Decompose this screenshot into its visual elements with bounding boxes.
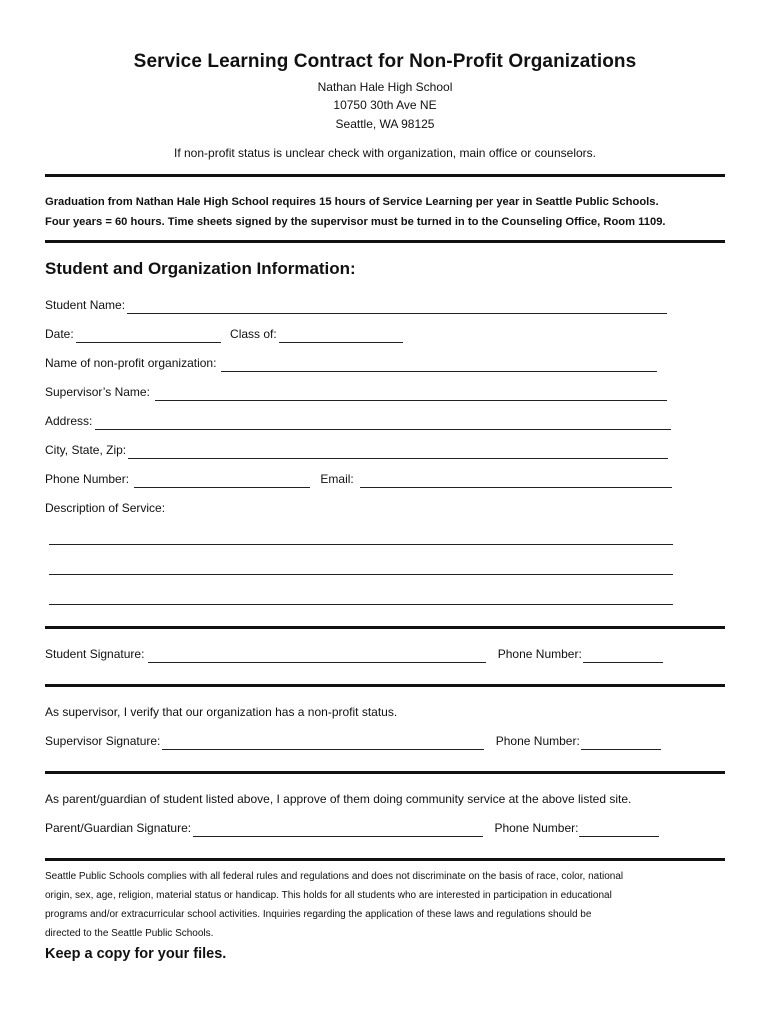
description-row <box>45 499 165 517</box>
school-name: Nathan Hale High School <box>317 80 453 94</box>
supervisor-name-field[interactable] <box>155 386 667 401</box>
org-name-row <box>45 354 657 372</box>
notice-line: Four years = 60 hours. Time sheets signed by the supervisor must be turned in to the Counseling Office, Room 1109. <box>45 216 666 228</box>
parent-signature-label: Parent/Guardian Signature: <box>45 821 192 835</box>
student-name-label: Student Name: <box>45 298 126 312</box>
supervisor-signature-field[interactable] <box>162 735 484 750</box>
notice-line: directed to the Seattle Public Schools. <box>45 928 214 939</box>
parent-signature-field[interactable] <box>193 822 483 837</box>
parent-signature-row <box>45 819 659 837</box>
city-state-zip-row <box>45 441 668 459</box>
divider <box>45 771 725 774</box>
supervisor-statement <box>45 703 397 721</box>
supervisor-name-label: Supervisor’s Name: <box>45 385 150 399</box>
phone-field[interactable] <box>134 473 310 488</box>
class-of-field[interactable] <box>279 328 403 343</box>
date-row <box>45 325 403 343</box>
supervisor-name-row <box>45 383 667 401</box>
notice-line: origin, sex, age, religion, material status or handicap. This holds for all students who are interested in participation in educational <box>45 890 612 901</box>
supervisor-signature-label: Supervisor Signature: <box>45 734 161 748</box>
description-line-3[interactable] <box>49 604 673 605</box>
supervisor-signature-row <box>45 732 661 750</box>
phone-email-row <box>45 470 672 488</box>
description-line-2[interactable] <box>49 574 673 575</box>
address-label: Address: <box>45 414 93 428</box>
date-field[interactable] <box>76 328 221 343</box>
parent-statement <box>45 790 631 808</box>
parent-phone-field[interactable] <box>579 822 659 837</box>
supervisor-phone-field[interactable] <box>581 735 661 750</box>
email-field[interactable] <box>360 473 672 488</box>
student-signature-label: Student Signature: <box>45 647 145 661</box>
description-line-1[interactable] <box>49 544 673 545</box>
parent-statement-text: As parent/guardian of student listed above, I approve of them doing community service at the above listed site. <box>45 792 632 806</box>
divider <box>45 684 725 687</box>
status-note: If non-profit status is unclear check with organization, main office or counselors. <box>174 146 596 160</box>
school-street: 10750 30th Ave NE <box>333 98 437 112</box>
supervisor-statement-text: As supervisor, I verify that our organization has a non-profit status. <box>45 705 398 719</box>
keep-copy-note: Keep a copy for your files. <box>45 946 227 962</box>
city-state-zip-field[interactable] <box>128 444 668 459</box>
student-phone-label: Phone Number: <box>497 647 582 661</box>
student-name-row <box>45 296 667 314</box>
description-label: Description of Service: <box>45 501 166 515</box>
date-label: Date: <box>45 327 74 341</box>
supervisor-phone-label: Phone Number: <box>495 734 580 748</box>
student-phone-field[interactable] <box>583 648 663 663</box>
divider <box>45 240 725 243</box>
org-name-label: Name of non-profit organization: <box>45 356 217 370</box>
phone-label: Phone Number: <box>45 472 130 486</box>
email-label: Email: <box>320 472 354 486</box>
student-signature-row <box>45 645 663 663</box>
notice-line: programs and/or extracurricular school activities. Inquiries regarding the application of these laws and regulations should be <box>45 909 592 920</box>
student-signature-field[interactable] <box>148 648 486 663</box>
notice-line: Graduation from Nathan Hale High School requires 15 hours of Service Learning per year in Seattle Public Schools. <box>45 196 659 208</box>
parent-phone-label: Phone Number: <box>494 821 579 835</box>
address-field[interactable] <box>95 415 671 430</box>
page-title: Service Learning Contract for Non-Profit Organizations <box>133 51 637 72</box>
section-heading: Student and Organization Information: <box>45 259 356 278</box>
divider <box>45 626 725 629</box>
school-city: Seattle, WA 98125 <box>335 117 435 131</box>
graduation-notice <box>45 192 725 232</box>
non-discrimination-notice <box>45 867 725 943</box>
divider <box>45 858 725 861</box>
divider <box>45 174 725 177</box>
student-name-field[interactable] <box>127 299 667 314</box>
city-state-zip-label: City, State, Zip: <box>45 443 127 457</box>
notice-line: Seattle Public Schools complies with all federal rules and regulations and does not discriminate on the basis of race, color, national <box>45 871 624 882</box>
org-name-field[interactable] <box>221 357 657 372</box>
class-of-label: Class of: <box>230 327 277 341</box>
address-row <box>45 412 671 430</box>
